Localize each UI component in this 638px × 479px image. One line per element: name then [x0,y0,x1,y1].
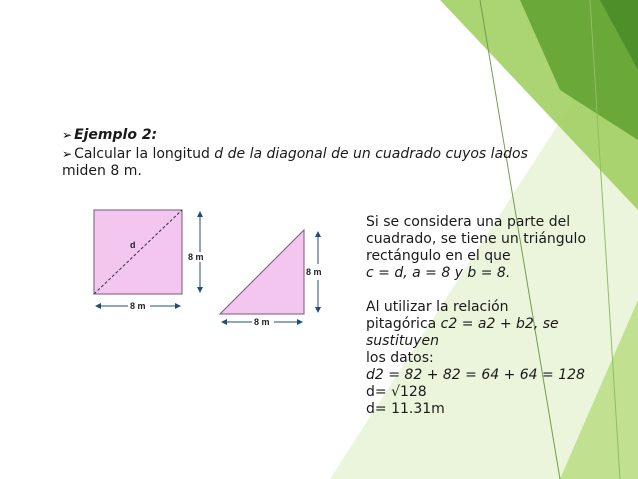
problem-prefix: Calcular la longitud [74,146,215,162]
explanation-line: sustituyen [366,333,439,349]
arrow-bullet-icon: ➢ [62,147,73,161]
triangle-side-label: 8 m [306,267,322,277]
example-heading-label: Ejemplo 2: [74,127,158,143]
problem-var-d: d [214,146,224,162]
explanation-line: Si se considera una parte del [366,214,571,230]
explanation-equation: d2 = 82 + 82 = 64 + 64 = 128 [366,367,585,383]
arrow-bullet-icon: ➢ [62,128,73,142]
explanation-text: pitagórica [366,316,441,332]
explanation-line: cuadrado, se tiene un triángulo [366,231,587,247]
square-diagonal-label: d [130,240,136,250]
explanation-formula: c2 = a2 + b2, se [440,316,559,332]
square-bottom-label: 8 m [130,301,146,311]
example-heading [62,127,157,144]
problem-rest: de la diagonal de un cuadrado cuyos lados [223,146,528,162]
explanation-spacer [366,282,586,299]
problem-line-1 [62,146,528,163]
explanation-equation: c = d, a = 8 y b = 8. [366,265,511,281]
explanation-result: d= 11.31m [366,401,445,417]
explanation-line: rectángulo en el que [366,248,511,264]
square-side-label: 8 m [188,252,204,262]
explanation-line [366,316,586,333]
problem-statement [62,146,528,180]
geometry-figures [84,200,344,330]
explanation-line: los datos: [366,350,434,366]
explanation-result: d= √128 [366,384,427,400]
problem-line-2: miden 8 m. [62,163,142,179]
explanation-block [366,214,586,418]
triangle-bottom-label: 8 m [254,317,270,327]
triangle-shape [220,230,304,314]
explanation-line: Al utilizar la relación [366,299,509,315]
